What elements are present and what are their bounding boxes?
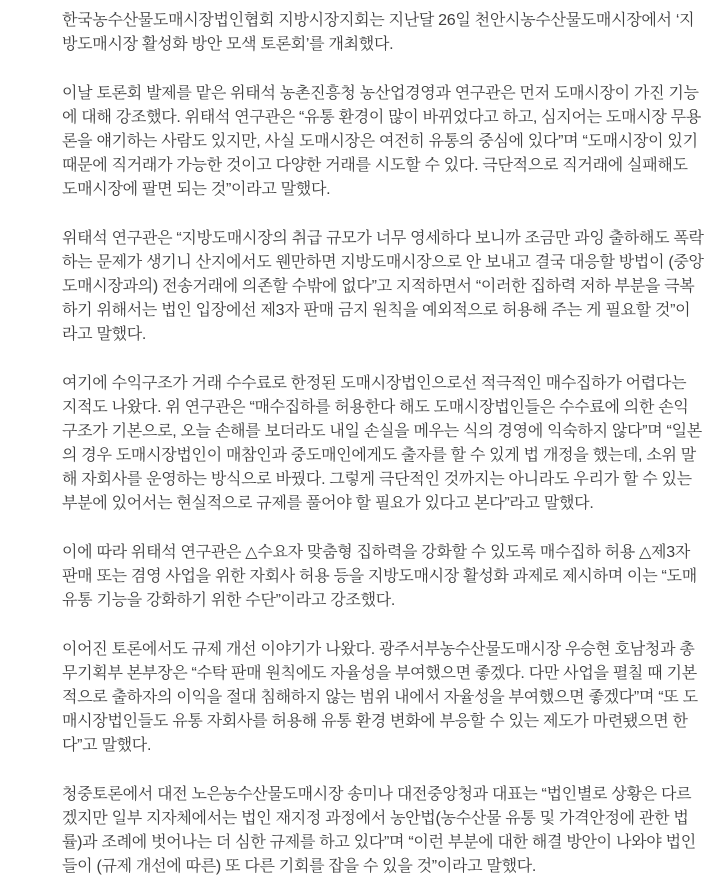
article-paragraph: 청중토론에서 대전 노은농수산물도매시장 송미나 대전중앙청과 대표는 “법인별로 상황은 다르겠지만 일부 지자체에서는 법인 재지정 과정에서 농안법(농수산물 유통 및 가격안정에 관한 법률)과 조례에 벗어나는 더 심한 규제를 하고 있다”며 “이런 부분에 대한 해결 방안이 나와야 법인들이 (규제 개선에 따른) 또 다른 기회를 잡을 수 있을 것”이라고 말했다. [62,786,696,875]
article-paragraph: 이에 따라 위태석 연구관은 △수요자 맞춤형 집하력을 강화할 수 있도록 매수집하 허용 △제3자 판매 또는 겸영 사업을 위한 자회사 허용 등을 지방도매시장 활성화 과제로 제시하며 이는 “도매유통 기능을 강화하기 위한 수단”이라고 강조했다. [62,544,697,609]
article-paragraph: 이날 토론회 발제를 맡은 위태석 농촌진흥청 농산업경영과 연구관은 먼저 도매시장이 가진 기능에 대해 강조했다. 위태석 연구관은 “유통 환경이 많이 바뀌었다고 하고, 심지어는 도매시장 무용론을 얘기하는 사람도 있지만, 사실 도매시장은 여전히 유통의 중심에 있다”며 “도매시장이 있기 때문에 직거래가 가능한 것이고 다양한 거래를 시도할 수 있다. 극단적으로 직거래에 실패해도 도매시장에 팔면 되는 것”이라고 말했다. [62,85,701,198]
article-paragraph: 위태석 연구관은 “지방도매시장의 취급 규모가 너무 영세하다 보니까 조금만 과잉 출하해도 폭락하는 문제가 생기니 산지에서도 웬만하면 지방도매시장으로 안 보내고 결국 대응할 방법이 (중앙도매시장과의) 전송거래에 의존할 수밖에 없다”고 지적하면서 “이러한 집하력 저하 부분을 극복하기 위해서는 법인 입장에선 제3자 판매 금지 원칙을 예외적으로 허용해 주는 게 필요할 것”이라고 말했다. [62,230,704,343]
article-paragraph: 이어진 토론에서도 규제 개선 이야기가 나왔다. 광주서부농수산물도매시장 우승현 호남청과 총무기획부 본부장은 “수탁 판매 원칙에도 자율성을 부여했으면 좋겠다. 다만 사업을 펼칠 때 기본적으로 출하자의 이익을 절대 침해하지 않는 범위 내에서 자율성을 부여했으면 좋겠다”며 “또 도매시장법인들도 유통 자회사를 허용해 유통 환경 변화에 부응할 수 있는 제도가 마련됐으면 한다”고 말했다. [62,641,698,754]
article-paragraph: 여기에 수익구조가 거래 수수료로 한정된 도매시장법인으로선 적극적인 매수집하가 어렵다는 지적도 나왔다. 위 연구관은 “매수집하를 허용한다 해도 도매시장법인들은 수수료에 의한 손익 구조가 기본으로, 오늘 손해를 보더라도 내일 손실을 메우는 식의 경영에 익숙하지 않다”며 “일본의 경우 도매시장법인이 매참인과 중도매인에게도 출자를 할 수 있게 법 개정을 했는데, 소위 말해 자회사를 운영하는 방식으로 바꿨다. 그렇게 극단적인 것까지는 아니라도 우리가 할 수 있는 부분에 있어서는 현실적으로 규제를 풀어야 할 필요가 있다고 본다”라고 말했다. [62,375,702,512]
article-paragraph: 한국농수산물도매시장법인협회 지방시장지회는 지난달 26일 천안시농수산물도매시장에서 ‘지방도매시장 활성화 방안 모색 토론회’를 개최했다. [62,12,695,53]
